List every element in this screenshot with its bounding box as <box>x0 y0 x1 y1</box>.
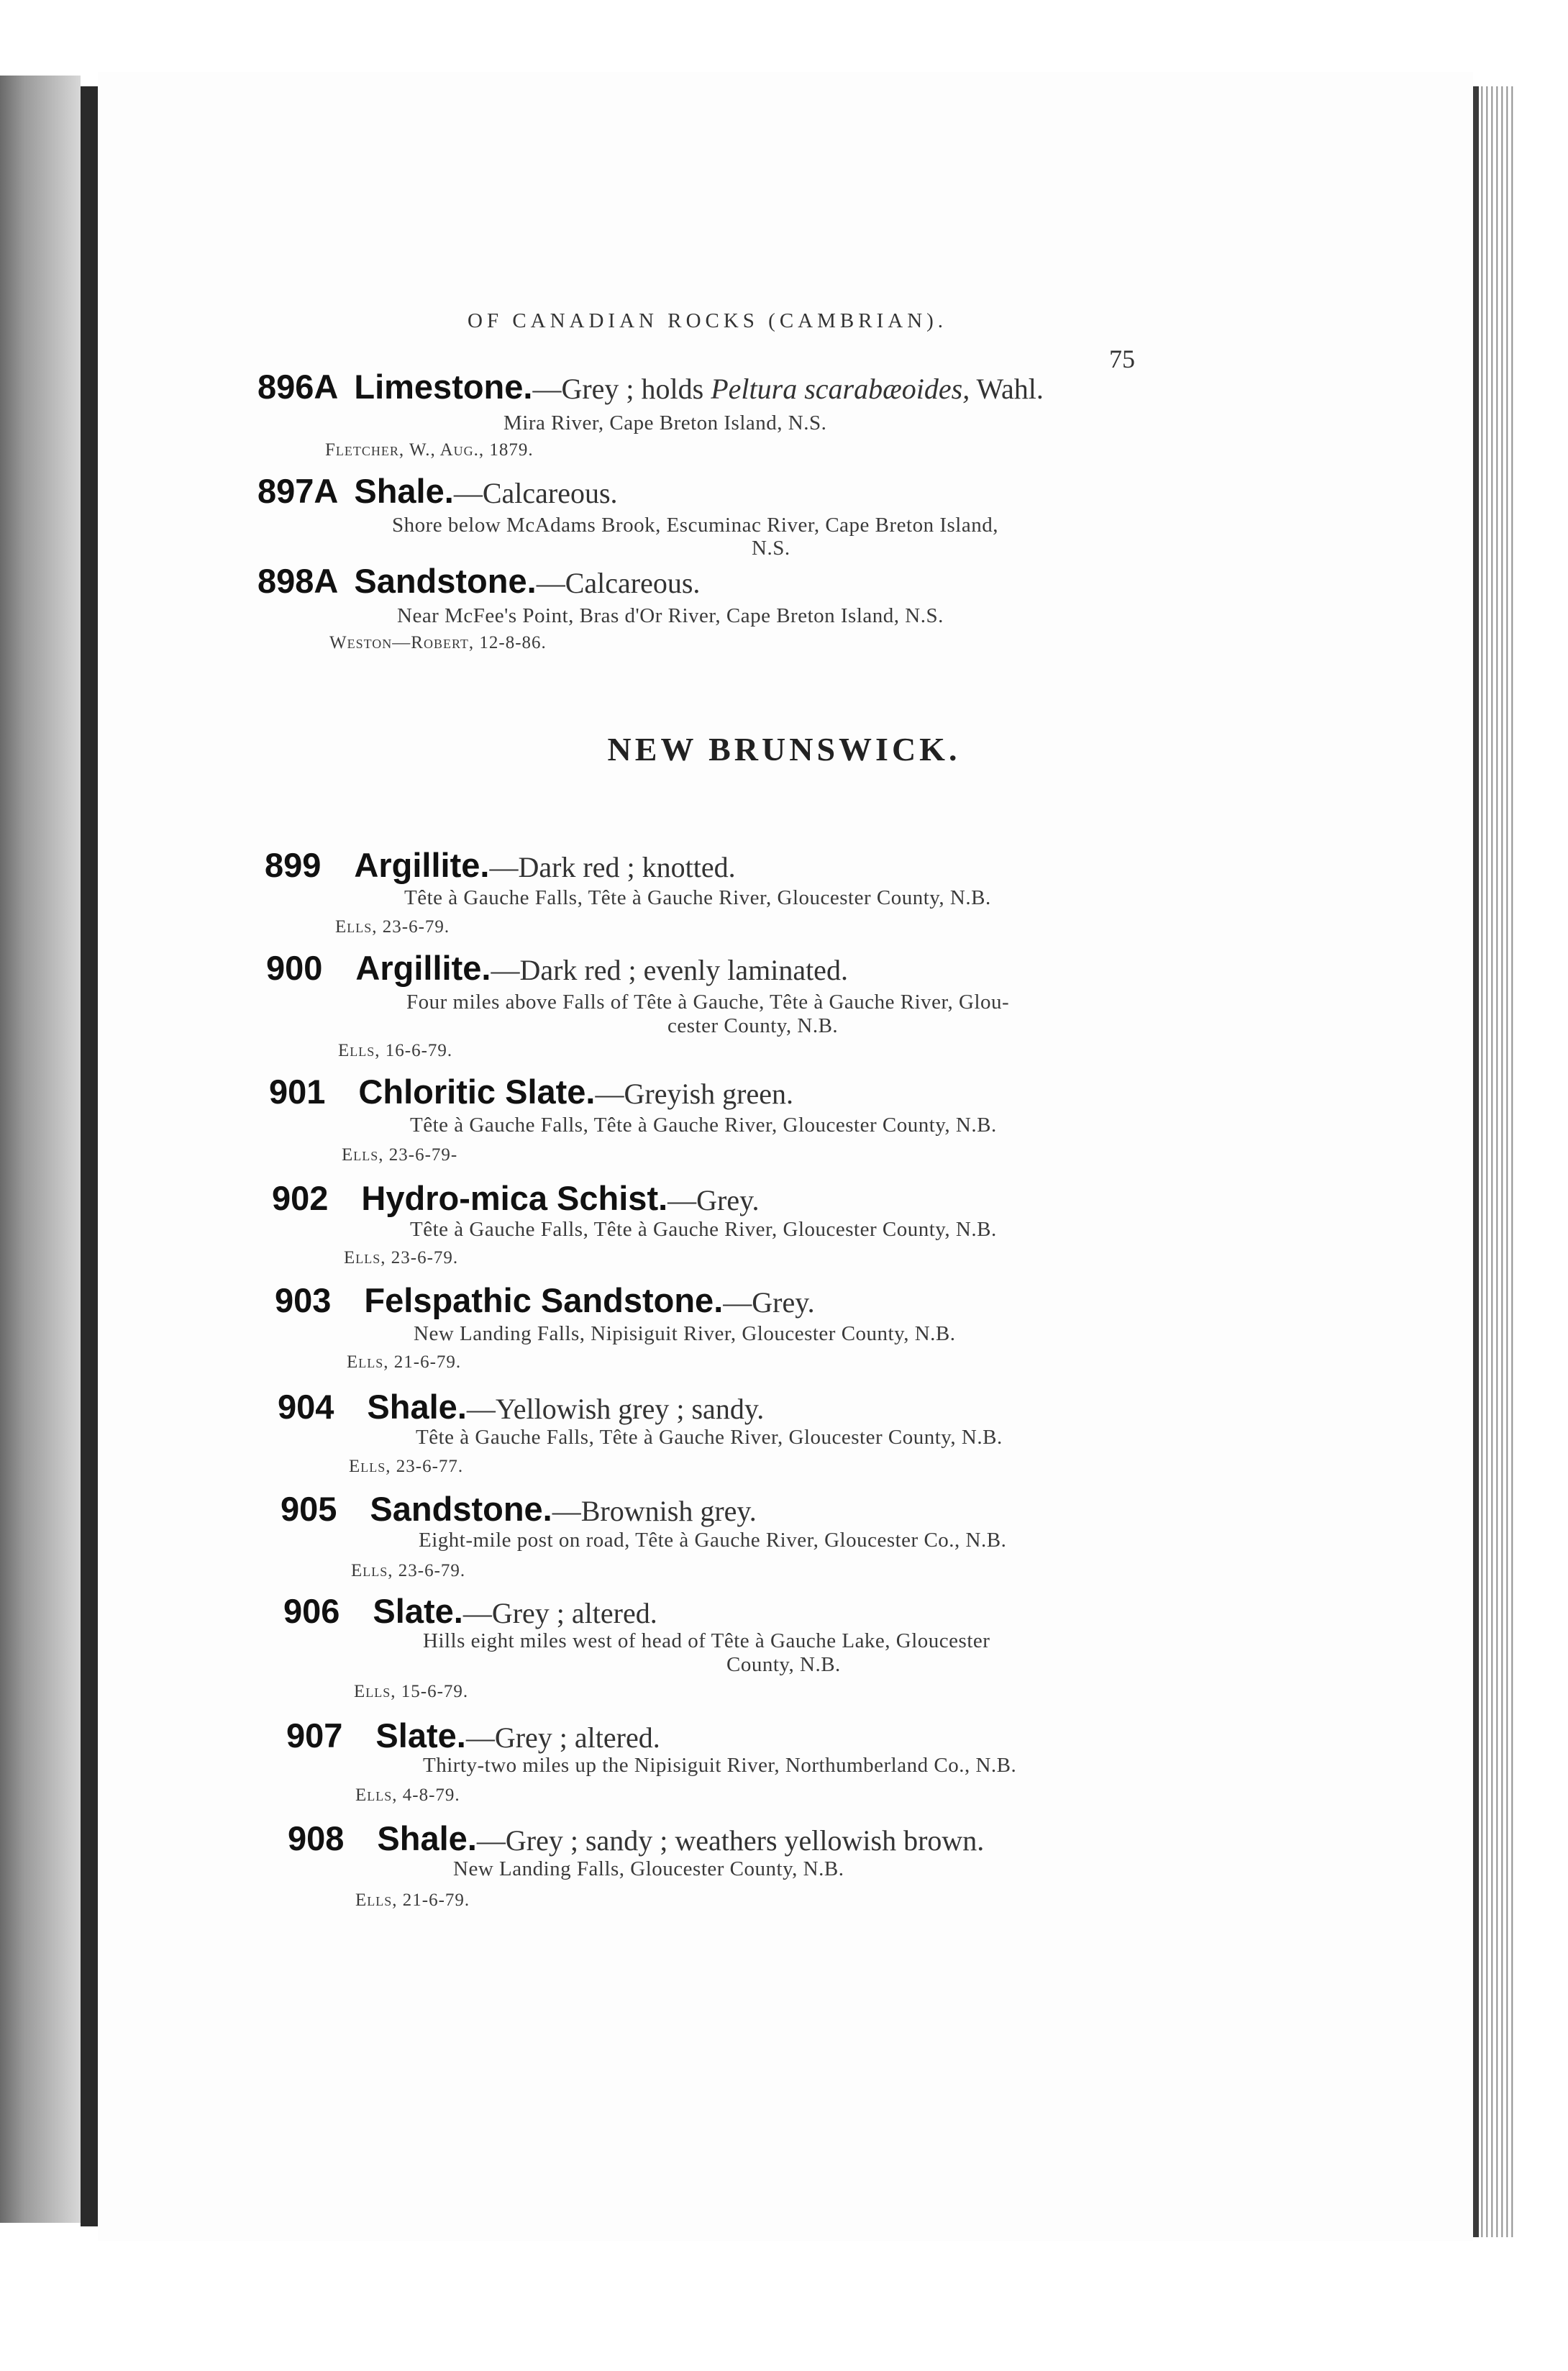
entry-number: 904 <box>278 1388 334 1426</box>
entry-description: —Grey. <box>667 1184 760 1216</box>
entry-rock-name: Argillite. <box>355 949 491 987</box>
page-stack-edge <box>1473 86 1516 2237</box>
section-heading: NEW BRUNSWICK. <box>607 731 961 768</box>
entry-location: Eight-mile post on road, Tête à Gauche River, Gloucester Co., N.B. <box>419 1529 1007 1552</box>
entry-rock-name: Sandstone. <box>370 1490 552 1528</box>
entry-rock-name: Hydro-mica Schist. <box>361 1179 668 1217</box>
entry-location: Tête à Gauche Falls, Tête à Gauche River, Gloucester County, N.B. <box>410 1114 997 1137</box>
entry-902 <box>272 1178 760 1218</box>
entry-number: 898A <box>257 562 339 600</box>
entry-collector: Ells, 23-6-79. <box>335 917 450 937</box>
entry-description: —Grey ; sandy ; weathers yellowish brown. <box>476 1824 985 1857</box>
entry-rock-name: Slate. <box>373 1592 463 1630</box>
entry-description: —Greyish green. <box>595 1078 793 1110</box>
entry-number: 907 <box>286 1716 343 1755</box>
entry-number: 905 <box>281 1490 337 1528</box>
entry-number: 900 <box>266 949 323 987</box>
entry-number: 902 <box>272 1179 329 1217</box>
entry-collector: Fletcher, W., Aug., 1879. <box>325 440 534 460</box>
entry-900 <box>266 948 848 988</box>
entry-rock-name: Shale. <box>367 1388 467 1426</box>
entry-896a <box>257 367 1044 406</box>
entry-number: 899 <box>265 846 322 884</box>
entry-904 <box>278 1387 764 1426</box>
entry-collector: Ells, 21-6-79. <box>355 1890 470 1910</box>
entry-number: 901 <box>269 1073 326 1111</box>
page-edge-shadow <box>1473 86 1479 2237</box>
entry-908 <box>288 1819 984 1858</box>
entry-location: Shore below McAdams Brook, Escuminac River, Cape Breton Island, <box>392 514 998 537</box>
entry-location-cont: cester County, N.B. <box>667 1014 839 1037</box>
entry-collector: Ells, 15-6-79. <box>354 1682 469 1701</box>
entry-location: New Landing Falls, Gloucester County, N.B. <box>453 1857 844 1880</box>
entry-number: 896A <box>257 368 339 406</box>
entry-907 <box>286 1716 660 1755</box>
entry-899 <box>265 845 736 885</box>
entry-location-cont: N.S. <box>752 537 790 560</box>
entry-description: —Grey ; altered. <box>462 1597 657 1629</box>
entry-location: Four miles above Falls of Tête à Gauche, Tête à Gauche River, Glou- <box>406 991 1010 1014</box>
entry-location: Tête à Gauche Falls, Tête à Gauche River, Gloucester County, N.B. <box>416 1426 1003 1449</box>
entry-906 <box>283 1591 657 1631</box>
entry-description: —Grey ; altered. <box>465 1721 660 1754</box>
entry-collector: Ells, 23-6-79- <box>342 1145 458 1165</box>
entry-905 <box>281 1489 757 1529</box>
entry-number: 908 <box>288 1819 345 1857</box>
entry-location: Mira River, Cape Breton Island, N.S. <box>503 411 827 434</box>
entry-number: 897A <box>257 472 339 510</box>
entry-897a <box>257 471 618 511</box>
entry-location: New Landing Falls, Nipisiguit River, Gloucester County, N.B. <box>414 1322 956 1345</box>
entry-location: Hills eight miles west of head of Tête à Gauche Lake, Gloucester <box>423 1629 990 1652</box>
entry-description: —Calcareous. <box>453 477 618 509</box>
entry-location: Near McFee's Point, Bras d'Or River, Cape Breton Island, N.S. <box>397 604 944 627</box>
entry-903 <box>275 1280 815 1320</box>
entry-rock-name: Shale. <box>354 472 454 510</box>
entry-898a <box>257 561 700 601</box>
entry-location-cont: County, N.B. <box>726 1653 841 1676</box>
book-spine <box>81 86 98 2226</box>
entry-description: —Grey. <box>723 1286 815 1319</box>
entry-collector: Weston—Robert, 12-8-86. <box>329 633 547 652</box>
entry-rock-name: Slate. <box>375 1716 466 1755</box>
running-head: OF CANADIAN ROCKS (CAMBRIAN). <box>468 309 948 332</box>
entry-description: —Brownish grey. <box>552 1495 757 1527</box>
entry-number: 903 <box>275 1281 332 1319</box>
entry-location: Thirty-two miles up the Nipisiguit River, Northumberland Co., N.B. <box>423 1754 1017 1777</box>
entry-rock-name: Shale. <box>377 1819 477 1857</box>
entry-collector: Ells, 21-6-79. <box>347 1352 462 1372</box>
entry-collector: Ells, 16-6-79. <box>338 1041 453 1060</box>
entry-location: Tête à Gauche Falls, Tête à Gauche River, Gloucester County, N.B. <box>404 886 991 909</box>
entry-description: —Calcareous. <box>536 567 701 599</box>
entry-rock-name: Argillite. <box>354 846 490 884</box>
left-page-edge <box>0 76 81 2223</box>
entry-collector: Ells, 23-6-77. <box>349 1457 464 1476</box>
entry-collector: Ells, 23-6-79. <box>351 1561 466 1580</box>
entry-description: —Dark red ; evenly laminated. <box>491 954 848 986</box>
entry-description: —Grey ; holds Peltura scarabæoides, Wahl. <box>532 373 1044 405</box>
entry-description: —Dark red ; knotted. <box>489 851 736 883</box>
entry-rock-name: Limestone. <box>354 368 533 406</box>
page-number: 75 <box>1109 345 1135 373</box>
entry-description: —Yellowish grey ; sandy. <box>466 1393 765 1425</box>
entry-901 <box>269 1072 793 1111</box>
entry-collector: Ells, 23-6-79. <box>344 1248 459 1268</box>
entry-location: Tête à Gauche Falls, Tête à Gauche River, Gloucester County, N.B. <box>410 1218 997 1241</box>
entry-collector: Ells, 4-8-79. <box>355 1785 460 1805</box>
entry-rock-name: Felspathic Sandstone. <box>364 1281 724 1319</box>
entry-rock-name: Sandstone. <box>354 562 537 600</box>
entry-rock-name: Chloritic Slate. <box>358 1073 596 1111</box>
entry-number: 906 <box>283 1592 340 1630</box>
